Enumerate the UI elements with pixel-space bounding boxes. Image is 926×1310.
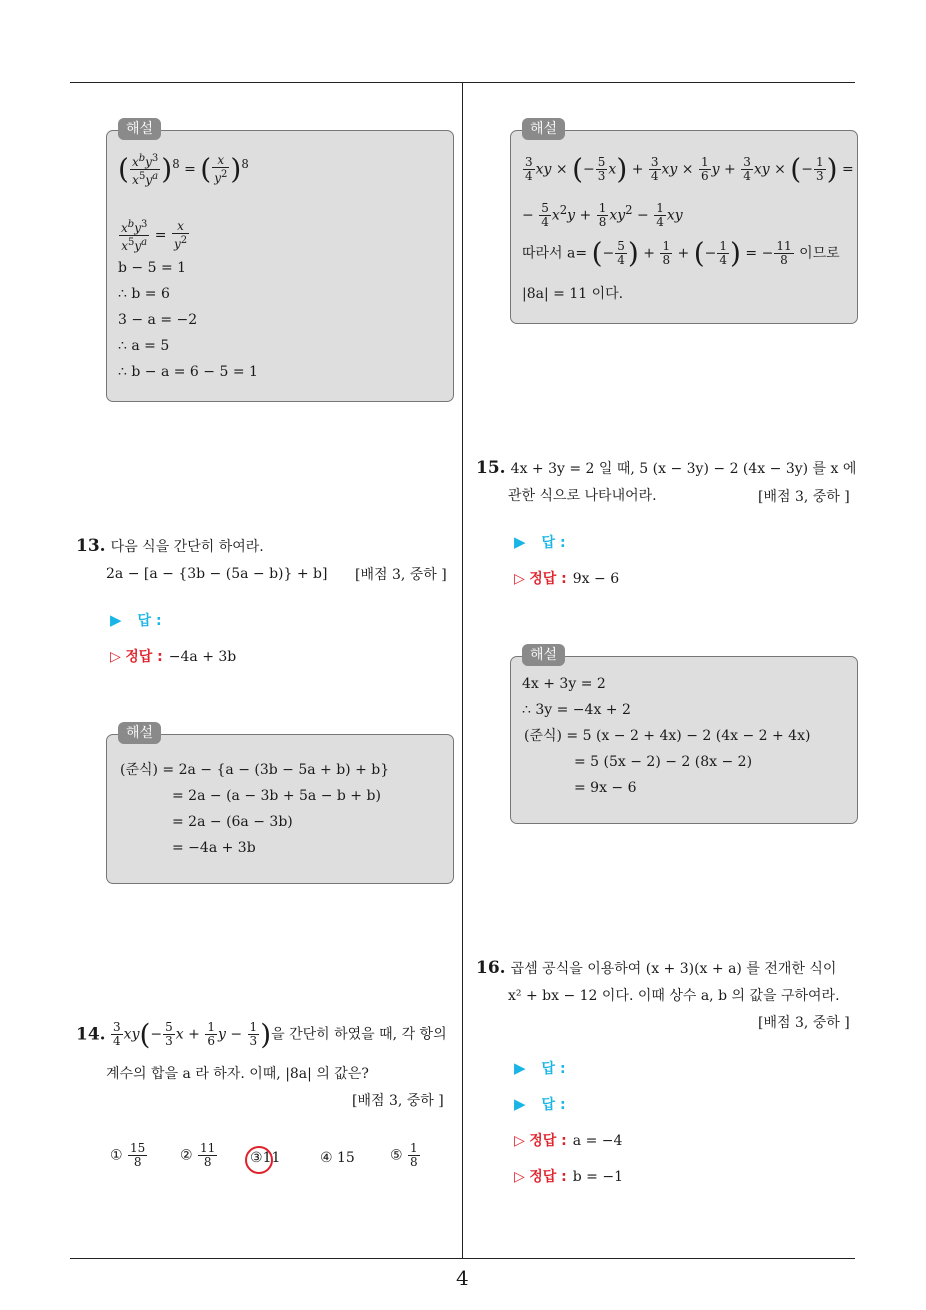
answer-triangle-icon: ▶ <box>514 1059 526 1077</box>
q13-sol-line1: (준식) = 2a − {a − (3b − 5a + b) + b} <box>120 762 390 778</box>
q15-sol-line1: 4x + 3y = 2 <box>522 676 606 692</box>
correct-triangle-icon: ▷ <box>514 571 525 587</box>
correct-label: 정답 : <box>529 571 567 587</box>
correct-label: 정답 : <box>529 1133 567 1149</box>
q14-sol-line2: − $\frac{5}{4}$ $x^2y$ + $\frac{1}{8}$ $xy^2$ − $\frac{1}{4}$ xy <box>522 201 683 230</box>
q13-question <box>76 536 264 556</box>
q14-solution-tag: 해설 <box>522 118 565 140</box>
q16-correct-value-1: a = −4 <box>572 1133 623 1149</box>
q12-sol-line6: ∴ b − a = 6 − 5 = 1 <box>118 364 258 380</box>
q14-choice-4[interactable]: ④ 15 <box>320 1150 355 1166</box>
q15-sol-line2: ∴ 3y = −4x + 2 <box>522 702 631 718</box>
q12-sol-line2: b − 5 = 1 <box>118 260 187 276</box>
q14-score: [배점 3, 중하 ] <box>352 1093 444 1109</box>
q15-correct-row <box>514 568 619 588</box>
q13-number: 13. <box>76 536 106 556</box>
q14-choice-3[interactable]: ③11 <box>250 1150 281 1166</box>
q12-sol-line3: ∴ b = 6 <box>118 286 170 302</box>
q13-score: [배점 3, 중하 ] <box>355 567 447 583</box>
answer-triangle-icon: ▶ <box>110 611 122 629</box>
answer-triangle-icon: ▶ <box>514 1095 526 1113</box>
correct-label: 정답 : <box>125 649 163 665</box>
column-divider <box>462 82 463 1258</box>
q15-sol-line4: = 5 (5x − 2) − 2 (8x − 2) <box>574 754 753 770</box>
q12-sol-line4: 3 − a = −2 <box>118 312 198 328</box>
q16-number: 16. <box>476 958 506 978</box>
answer-label: 답 : <box>541 1097 566 1113</box>
correct-triangle-icon: ▷ <box>110 649 121 665</box>
q16-correct-value-2: b = −1 <box>572 1169 623 1185</box>
q12-sol-line1b: $\frac{x^by^3}{x^5y^a}$ = $\frac{x}{y^2}$ <box>121 219 188 253</box>
q13-sol-line3: = 2a − (6a − 3b) <box>172 814 293 830</box>
q13-text: 다음 식을 간단히 하여라. <box>110 539 264 555</box>
q16-text-a: 곱셈 공식을 이용하여 (x + 3)(x + a) 를 전개한 식이 <box>510 961 837 977</box>
q12-sol-line5: ∴ a = 5 <box>118 338 170 354</box>
q14-choice-2[interactable]: ② $\frac{11}{8}$ <box>180 1141 216 1169</box>
correct-triangle-icon: ▷ <box>514 1133 525 1149</box>
answer-label: 답 : <box>541 535 566 551</box>
q15-text-a: 4x + 3y = 2 일 때, 5 (x − 3y) − 2 (4x − 3y) 를 x 에 <box>510 461 857 477</box>
answer-label: 답 : <box>541 1061 566 1077</box>
q14-text-b: 계수의 합을 a 라 하자. 이때, |8a| 의 값은? <box>106 1066 369 1082</box>
q14-sol-line4: |8a| = 11 이다. <box>522 286 624 302</box>
bottom-rule <box>70 1258 855 1259</box>
q16-answer-row-1[interactable] <box>514 1058 566 1078</box>
q16-text-b: x² + bx − 12 이다. 이때 상수 a, b 의 값을 구하여라. <box>508 988 840 1004</box>
q16-answer-row-2[interactable] <box>514 1094 566 1114</box>
answer-label: 답 : <box>137 613 162 629</box>
q15-correct-value: 9x − 6 <box>572 571 620 587</box>
q13-solution-box <box>106 734 454 884</box>
q15-sol-line5: = 9x − 6 <box>574 780 637 796</box>
q13-expression: 2a − [a − {3b − (5a − b)} + b] <box>106 566 328 582</box>
q16-correct-row-1 <box>514 1130 622 1150</box>
q15-solution-tag: 해설 <box>522 644 565 666</box>
q14-text-a: 을 간단히 하였을 때, 각 항의 <box>271 1026 447 1043</box>
q14-question: 14. $\frac{3}{4}$ xy(− $\frac{5}{3}$ x + $\frac{1}{6}$ y − $\frac{1}{3}$ )을 간단히 하였을 때, 각 항의 <box>76 1018 447 1051</box>
q15-question <box>476 458 856 478</box>
q15-number: 15. <box>476 458 506 478</box>
q14-number: 14. <box>76 1024 106 1045</box>
q14-sol-line3: 따라서 a= (− $\frac{5}{4}$ ) + $\frac{1}{8}$ + (− $\frac{1}{4}$ ) = − $\frac{11}{8}$ 이므로 <box>522 236 840 270</box>
q16-question <box>476 958 836 978</box>
q15-text-b: 관한 식으로 나타내어라. <box>508 488 657 504</box>
q15-score: [배점 3, 중하 ] <box>758 489 850 505</box>
q13-sol-line2: = 2a − (a − 3b + 5a − b + b) <box>172 788 381 804</box>
q13-answer-row[interactable] <box>110 610 162 630</box>
q16-score: [배점 3, 중하 ] <box>758 1015 850 1031</box>
answer-triangle-icon: ▶ <box>514 533 526 551</box>
q13-sol-line4: = −4a + 3b <box>172 840 256 856</box>
q16-correct-row-2 <box>514 1166 623 1186</box>
correct-label: 정답 : <box>529 1169 567 1185</box>
correct-triangle-icon: ▷ <box>514 1169 525 1185</box>
q13-correct-row <box>110 646 236 666</box>
q15-sol-line3: (준식) = 5 (x − 2 + 4x) − 2 (4x − 2 + 4x) <box>524 728 811 744</box>
q14-sol-line1: $\frac{3}{4}$ xy × (− $\frac{5}{3}$ x) + $\frac{3}{4}$ xy × $\frac{1}{6}$ y + $\frac{3}{4}$ xy × (− $\frac{1}{3}$ ) = <box>525 152 854 186</box>
q14-choice-1[interactable]: ① $\frac{15}{8}$ <box>110 1141 146 1169</box>
q12-sol-line1: ( $\frac{x^by^3}{x^5y^a}$ )$^8$ = ( $\frac{x}{y^2}$ )$^8$ <box>118 152 249 187</box>
selected-circle-icon <box>245 1146 273 1174</box>
page-number: 4 <box>456 1266 469 1290</box>
q13-solution-tag: 해설 <box>118 722 161 744</box>
q12-solution-tag: 해설 <box>118 118 161 140</box>
q13-correct-value: −4a + 3b <box>168 649 237 665</box>
q15-answer-row[interactable] <box>514 532 566 552</box>
q14-choice-5[interactable]: ⑤ $\frac{1}{8}$ <box>390 1141 418 1169</box>
